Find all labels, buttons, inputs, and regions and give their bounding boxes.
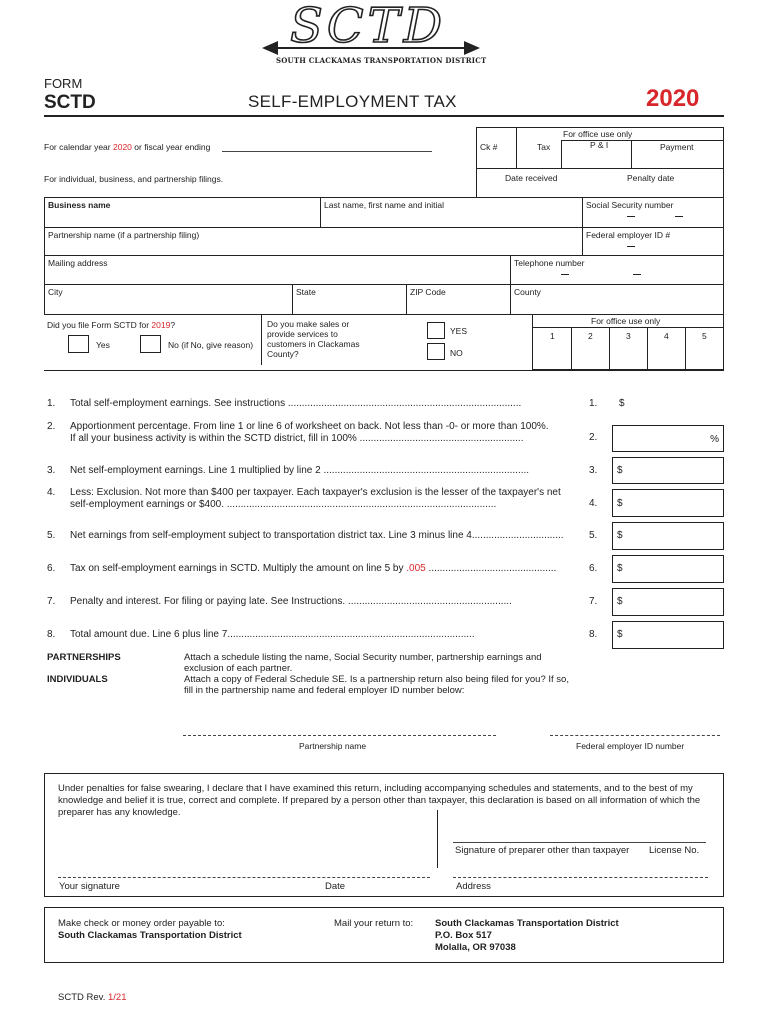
partnership-name-field[interactable]: Partnership name (if a partnership filing) — [45, 228, 583, 256]
line-6-text-wrap: Tax on self-employment earnings in SCTD. Multiply the amount on line 5 by .005 .............................................. — [70, 563, 557, 574]
line-7-ref: 7. — [589, 596, 598, 607]
partnerships-label: PARTNERSHIPS — [47, 652, 121, 663]
line-4-number: 4. — [47, 487, 56, 498]
tax-label: Tax — [537, 142, 551, 152]
line-5-text: Net earnings from self-employment subject to transportation district tax. Line 3 minus line 4................................. — [70, 530, 564, 541]
fein-field[interactable]: Federal employer ID # — [583, 228, 724, 256]
partnership-name-line[interactable] — [183, 735, 496, 736]
calendar-year-line — [44, 142, 210, 152]
pi-label: P & I — [590, 140, 609, 150]
your-signature-line[interactable] — [58, 877, 430, 878]
clackamas-yes-checkbox[interactable] — [427, 322, 445, 339]
payment-instructions-box — [44, 907, 724, 963]
office-use-box — [476, 127, 724, 197]
line-4-text: Less: Exclusion. Not more than $400 per taxpayer. Each taxpayer's exclusion is the lesser of the taxpayer's net — [70, 487, 561, 498]
line-5-number: 5. — [47, 530, 56, 541]
prior-filing-yes-checkbox[interactable] — [68, 335, 89, 353]
office-use-title: For office use only — [563, 129, 633, 139]
county-field[interactable]: County — [511, 285, 724, 315]
payment-label: Payment — [660, 142, 694, 152]
address-caption: Address — [456, 881, 491, 892]
office-use-codes-box — [532, 315, 724, 370]
line-2-amount[interactable]: % — [612, 425, 724, 452]
line-7-text: Penalty and interest. For filing or paying late. See Instructions. ........................................................... — [70, 596, 512, 607]
form-code: SCTD — [44, 92, 96, 113]
payable-prefix: Make check or money order payable to: — [58, 918, 225, 929]
line-2-number: 2. — [47, 421, 56, 432]
partnerships-text: Attach a schedule listing the name, Social Security number, partnership earnings and exclusion of each partner. — [184, 652, 542, 674]
office-code-4: 4 — [664, 331, 669, 341]
office-use-codes-title: For office use only — [591, 316, 661, 326]
date-received-label: Date received — [505, 173, 558, 183]
telephone-field[interactable]: Telephone number — [511, 256, 724, 285]
line-7-amount[interactable]: $ — [612, 588, 724, 616]
prior-filing-question: Did you file Form SCTD for 2019? — [47, 320, 176, 330]
line-6-amount[interactable]: $ — [612, 555, 724, 583]
line-5-amount[interactable]: $ — [612, 522, 724, 550]
individuals-text: Attach a copy of Federal Schedule SE. Is a partnership return also being filed for you? If so, fill in the partnership name and federal employer ID number below: — [184, 674, 569, 696]
line-4-text-cont: self-employment earnings or $400. ................................................................................................. — [70, 499, 497, 510]
line-4-amount[interactable]: $ — [612, 489, 724, 517]
license-caption: License No. — [649, 845, 700, 856]
zip-field[interactable]: ZIP Code — [407, 285, 511, 315]
taxpayer-info-grid — [44, 197, 724, 315]
page-title: SELF-EMPLOYMENT TAX — [248, 92, 457, 111]
line-6-ref: 6. — [589, 563, 598, 574]
office-code-5: 5 — [702, 331, 707, 341]
preparer-signature-line[interactable] — [453, 842, 706, 843]
mailing-address-field[interactable]: Mailing address — [45, 256, 511, 285]
line-6-number: 6. — [47, 563, 56, 574]
line-1-ref: 1. — [589, 398, 598, 409]
line-8-number: 8. — [47, 629, 56, 640]
line-2-text: Apportionment percentage. From line 1 or line 6 of worksheet on back. Not less than -0- or more than 100%. — [70, 421, 549, 432]
mail-prefix: Mail your return to: — [334, 918, 414, 929]
logo-letters: SCTD — [290, 0, 447, 54]
declaration-box — [44, 773, 724, 897]
penalty-date-label: Penalty date — [627, 173, 675, 183]
city-field[interactable]: City — [45, 285, 293, 315]
preparer-signature-caption: Signature of preparer other than taxpayer — [455, 845, 630, 856]
form-label: FORM — [44, 76, 83, 91]
declaration-text: Under penalties for false swearing, I declare that I have examined this return, including accompanying schedules and statements, and to the best of my knowledge and belief it is true, correct and complete. If prepared by a person other than taxpayer, this declaration is based on all information of which the preparer has any knowledge. — [58, 783, 701, 818]
logo-tagline: SOUTH CLACKAMAS TRANSPORTATION DISTRICT — [276, 56, 487, 65]
prior-filing-no-label: No (if No, give reason) — [168, 340, 254, 350]
line-3-ref: 3. — [589, 465, 598, 476]
line-2-text-cont: If all your business activity is within the SCTD district, fill in 100% ........................................................... — [70, 433, 524, 444]
line-8-amount[interactable]: $ — [612, 621, 724, 649]
line-8-text: Total amount due. Line 6 plus line 7......................................................................................... — [70, 629, 475, 640]
line-1-number: 1. — [47, 398, 56, 409]
clackamas-sales-question: Do you make sales or provide services to customers in Clackamas County? — [267, 319, 360, 359]
calendar-suffix: or fiscal year ending — [134, 142, 211, 152]
address-line[interactable] — [453, 877, 708, 878]
individuals-label: INDIVIDUALS — [47, 674, 108, 685]
form-revision: SCTD Rev. 1/21 — [58, 992, 127, 1003]
line-3-amount[interactable]: $ — [612, 457, 724, 484]
mail-box: P.O. Box 517 — [435, 930, 492, 941]
mail-name: South Clackamas Transportation District — [435, 918, 619, 929]
filings-note: For individual, business, and partnership filings. — [44, 174, 224, 184]
clackamas-yes-label: YES — [450, 326, 468, 336]
fiscal-year-field[interactable] — [222, 151, 432, 152]
prior-filing-yes-label: Yes — [96, 340, 110, 350]
line-1-text: Total self-employment earnings. See instructions .................................................................................... — [70, 398, 522, 409]
business-name-field[interactable]: Business name — [45, 198, 321, 228]
clackamas-no-checkbox[interactable] — [427, 343, 445, 360]
calendar-year: 2020 — [113, 142, 132, 152]
line-7-number: 7. — [47, 596, 56, 607]
calendar-prefix: For calendar year — [44, 142, 111, 152]
prior-filing-no-checkbox[interactable] — [140, 335, 161, 353]
sctd-logo — [260, 0, 487, 70]
your-signature-caption: Your signature — [59, 881, 120, 892]
ck-label: Ck # — [480, 142, 498, 152]
office-code-2: 2 — [588, 331, 593, 341]
line-2-ref: 2. — [589, 432, 598, 443]
line-1-amount[interactable]: $ — [619, 398, 625, 409]
mail-city: Molalla, OR 97038 — [435, 942, 516, 953]
ssn-field[interactable]: Social Security number — [583, 198, 724, 228]
line-4-ref: 4. — [589, 498, 598, 509]
office-code-1: 1 — [550, 331, 555, 341]
clackamas-no-label: NO — [450, 348, 463, 358]
state-field[interactable]: State — [293, 285, 407, 315]
line-5-ref: 5. — [589, 530, 598, 541]
line-3-text: Net self-employment earnings. Line 1 multiplied by line 2 .......................................................................... — [70, 465, 530, 476]
line-3-number: 3. — [47, 465, 56, 476]
fein-caption: Federal employer ID number — [576, 741, 685, 751]
date-caption: Date — [325, 881, 346, 892]
payable-name: South Clackamas Transportation District — [58, 930, 242, 941]
line-8-ref: 8. — [589, 629, 598, 640]
office-code-3: 3 — [626, 331, 631, 341]
tax-year: 2020 — [646, 85, 700, 112]
partnership-name-caption: Partnership name — [299, 741, 367, 751]
fein-line[interactable] — [550, 735, 720, 736]
header-rule — [44, 115, 724, 117]
last-name-field[interactable]: Last name, first name and initial — [321, 198, 583, 228]
